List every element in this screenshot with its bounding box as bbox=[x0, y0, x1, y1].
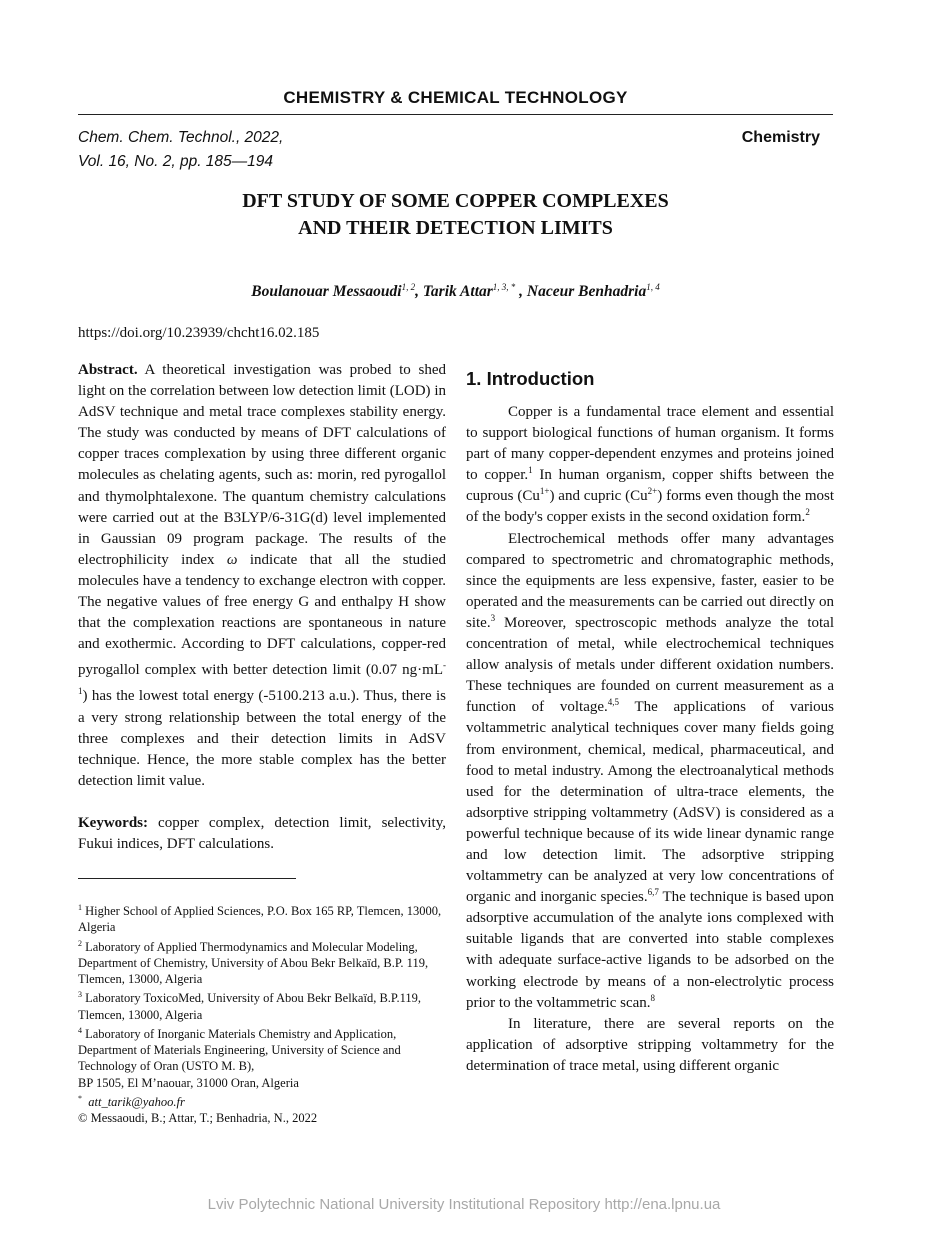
abstract bbox=[78, 360, 446, 792]
section-tag: Chemistry bbox=[741, 129, 820, 146]
author-name: Naceur Benhadria bbox=[526, 283, 647, 301]
citation-block bbox=[78, 126, 283, 174]
title-line-1: DFT STUDY OF SOME COPPER COMPLEXES bbox=[242, 190, 669, 212]
citation-line-1: Chem. Chem. Technol., 2022, bbox=[78, 129, 284, 146]
author-separator: , bbox=[515, 283, 527, 301]
intro-paragraph-3: In literature, there are several reports on the application of adsorptive stripping voltammetry for the determination of trace metal, using different organic bbox=[466, 1015, 834, 1074]
reference-mark[interactable]: 4,5 bbox=[607, 697, 620, 708]
reference-mark[interactable]: 8 bbox=[650, 992, 656, 1003]
author-affiliation-mark: 1, 3, * bbox=[492, 282, 516, 292]
reference-mark[interactable]: 1 bbox=[528, 465, 533, 476]
footnote-text: Laboratory ToxicoMed, University of Abou Bekr Belkaïd, B.P.119, Tlemcen, 13000, Algeria bbox=[78, 991, 422, 1022]
corresponding-email[interactable] bbox=[78, 1091, 446, 1110]
reference-mark[interactable]: 3 bbox=[490, 612, 496, 623]
footnote-mark: * bbox=[78, 1093, 82, 1103]
footnote-item bbox=[78, 987, 446, 1023]
abstract-text: indicate that all the studied molecules have a tendency to exchange electron with copper. The negative values of free energy G and enthalpy H show that the complexation reactions are spontaneous in nature and exothermic. According to DFT calculations, copper-red pyrogallol complex with better detection limit (0.07 ng·mL bbox=[78, 551, 446, 679]
unit-exponent: -1 bbox=[78, 660, 446, 697]
footnote-item bbox=[78, 936, 446, 988]
ion-charge: 2+ bbox=[647, 486, 658, 497]
paragraph-text: ) forms even though the most of the body's copper exists in the second oxidation form. bbox=[466, 488, 834, 526]
omega-symbol: ω bbox=[226, 551, 238, 568]
paragraph-text: Moreover, spectroscopic methods analyze the total concentration of metal, while electrochemical techniques allow analysis of metals under different oxidation numbers. These techniques are founded on current measurement as a function of voltage. bbox=[466, 614, 834, 716]
footnote-divider bbox=[78, 878, 296, 879]
footnote-text: Laboratory of Applied Thermodynamics and Molecular Modeling, Department of Chemistry, University of Abou Bekr Belkaïd, B.P. 119, Tlemcen, 13000, Algeria bbox=[78, 939, 429, 987]
repository-footer[interactable]: Lviv Polytechnic National University Institutional Repository http://ena.lpnu.ua bbox=[207, 1196, 721, 1213]
intro-paragraph-2 bbox=[466, 529, 834, 1014]
footnote-text: Laboratory of Inorganic Materials Chemistry and Application, Department of Materials Engineering, University of Science and Technology of Oran (USTO M. B), bbox=[78, 1027, 401, 1074]
author-name: Boulanouar Messaoudi bbox=[251, 283, 402, 301]
keywords-text: copper complex, detection limit, selectivity, Fukui indices, DFT calculations. bbox=[78, 814, 446, 852]
footnote-mark: 4 bbox=[78, 1025, 82, 1035]
footnote-mark: 2 bbox=[78, 938, 82, 948]
journal-header: CHEMISTRY & CHEMICAL TECHNOLOGY bbox=[283, 88, 628, 107]
right-column bbox=[466, 366, 834, 1077]
footnote-mark: 3 bbox=[78, 990, 82, 1000]
ion-charge: 1+ bbox=[539, 486, 550, 497]
doi-link[interactable]: https://doi.org/10.23939/chcht16.02.185 bbox=[78, 325, 320, 341]
keywords bbox=[78, 813, 446, 855]
author-name: Tarik Attar bbox=[422, 283, 493, 301]
author-separator: , bbox=[415, 283, 423, 301]
footnote-item bbox=[78, 1023, 446, 1075]
footnote-mark: 1 bbox=[78, 903, 82, 912]
header-divider bbox=[78, 114, 833, 115]
author-affiliation-mark: 1, 2 bbox=[401, 282, 416, 292]
email-address[interactable]: att_tarik@yahoo.fr bbox=[88, 1095, 185, 1110]
abstract-text: A theoretical investigation was probed to shed light on the correlation between low detection limit (LOD) in AdSV technique and metal trace complexes stability energy. The study was conducted by means of DFT calculations of copper traces complexation by using three different organic molecules as chelating agents, such as: morin, red pyrogallol and thymolphtalexone. The quantum chemistry calculations were carried out at the B3LYP/6-31G(d) level implemented in Gaussian 09 program package. The results of the electrophilicity index bbox=[78, 362, 446, 568]
paragraph-text: Electrochemical methods offer many advantages compared to spectrometric and chromatographic methods, since the equipments are less expensive, faster, easier to be operated and the measurements can be carried out directly on site. bbox=[466, 530, 834, 631]
left-column bbox=[78, 360, 446, 855]
abstract-label: Abstract. bbox=[78, 362, 138, 378]
paragraph-text: The technique is based upon adsorptive accumulation of the analyte ions complexed with suitable ligands that are converted into stable complexes with adequate surface-active ligands to be adsorbed on the working electrode by means of a non-electrolytic process prior to the voltammetric scan. bbox=[466, 889, 834, 1011]
article-title bbox=[78, 188, 833, 242]
citation-line-2: Vol. 16, No. 2, pp. 185—194 bbox=[78, 153, 274, 170]
paragraph-text: In human organism, copper shifts between the cuprous (Cu bbox=[466, 467, 834, 505]
abstract-text: ) has the lowest total energy (-5100.213 a.u.). Thus, there is a very strong relationship between the total energy of the three complexes and their detection limits in AdSV technique. Hence, the more stable complex has the better detection limit value. bbox=[78, 688, 446, 789]
paragraph-text: ) and cupric (Cu bbox=[549, 488, 648, 505]
reference-mark[interactable]: 2 bbox=[805, 507, 810, 518]
title-line-2: AND THEIR DETECTION LIMITS bbox=[298, 217, 613, 239]
keywords-label: Keywords: bbox=[78, 814, 148, 831]
paragraph-text: Copper is a fundamental trace element and essential to support biological functions of human organism. It forms part of many copper-dependent enzymes and proteins joined to copper. bbox=[466, 404, 834, 484]
reference-mark[interactable]: 6,7 bbox=[647, 887, 659, 898]
footnote-item: BP 1505, El M’naouar, 31000 Oran, Algeria bbox=[78, 1075, 299, 1090]
author-list bbox=[78, 282, 833, 301]
author-affiliation-mark: 1, 4 bbox=[646, 282, 660, 292]
copyright-notice: © Messaoudi, B.; Attar, T.; Benhadria, N., 2022 bbox=[78, 1111, 318, 1126]
introduction-heading: 1. Introduction bbox=[466, 368, 595, 389]
affiliation-footnotes bbox=[78, 900, 446, 1126]
intro-paragraph-1 bbox=[466, 402, 834, 529]
footnote-text: Higher School of Applied Sciences, P.O. Box 165 RP, Tlemcen, 13000, Algeria bbox=[78, 904, 442, 935]
paragraph-text: The applications of various voltammetric analytical techniques cover many fields going from environment, chemical, medical, pharmaceutical, and food to metal industry. Among the electroanalytical methods used for the determination of ultra-trace elements, the adsorptive stripping voltammetry (AdSV) is considered as a powerful technique because of its wide linear dynamic range and low detection limit. The adsorptive stripping voltammetry can be analyzed at very low concentrations of organic and inorganic species. bbox=[466, 699, 834, 906]
footnote-item bbox=[78, 900, 446, 936]
